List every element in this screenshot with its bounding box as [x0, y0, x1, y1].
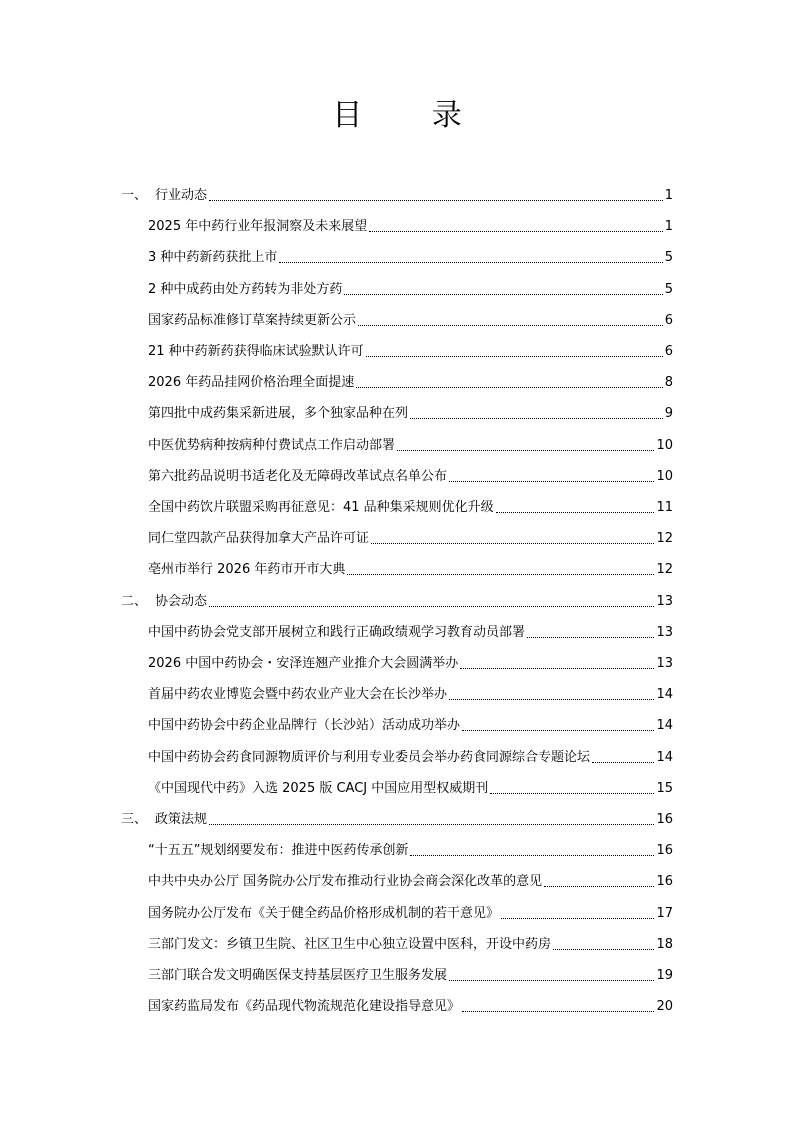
- toc-entry-title: 三部门联合发文明确医保支持基层医疗卫生服务发展: [148, 968, 448, 983]
- toc-leader-dots: [490, 793, 654, 794]
- toc-entry-title: 21 种中药新药获得临床试验默认许可: [148, 344, 364, 359]
- toc-page-number: 9: [664, 406, 673, 422]
- toc-page-number: 19: [656, 968, 673, 983]
- toc-page-number: 10: [656, 468, 673, 484]
- toc-leader-dots: [369, 231, 663, 232]
- toc-entry[interactable]: [148, 716, 673, 736]
- toc-page-number: 13: [656, 624, 673, 640]
- toc-page-number: 5: [664, 250, 673, 266]
- toc-leader-dots: [209, 606, 654, 607]
- toc-section-entry[interactable]: [121, 186, 673, 206]
- toc-leader-dots: [344, 294, 662, 295]
- toc-leader-dots: [462, 730, 654, 731]
- toc-entry[interactable]: [148, 404, 673, 424]
- toc-entry[interactable]: [148, 342, 673, 362]
- toc-entry[interactable]: [148, 248, 673, 268]
- toc-page-number: 13: [656, 656, 673, 671]
- toc-page-number: 17: [656, 905, 673, 921]
- toc-section-entry[interactable]: [121, 592, 673, 612]
- toc-entry[interactable]: [148, 529, 673, 549]
- toc-entry[interactable]: [148, 935, 673, 955]
- toc-entry-title: 2025 年中药行业年报洞察及未来展望: [148, 219, 368, 235]
- toc-entry-title: 第四批中成药集采新进展，多个独家品种在列: [148, 406, 409, 422]
- toc-entry[interactable]: [148, 311, 673, 331]
- toc-leader-dots: [397, 450, 654, 451]
- toc-leader-dots: [356, 387, 663, 388]
- toc-entry-title: 2 种中成药由处方药转为非处方药: [148, 281, 343, 297]
- toc-entry-title: 协会动态: [155, 593, 208, 609]
- toc-page-number: 11: [656, 500, 673, 515]
- toc-leader-dots: [449, 699, 654, 700]
- toc-entry-title: 行业动态: [155, 188, 208, 203]
- toc-leader-dots: [544, 886, 654, 887]
- toc-page-number: 20: [656, 999, 673, 1015]
- toc-entry-title: 中国中药协会中药企业品牌行（长沙站）活动成功举办: [148, 718, 461, 734]
- toc-page-number: 15: [656, 780, 673, 796]
- toc-entry-title: 第六批药品说明书适老化及无障碍改革试点名单公布: [148, 468, 448, 484]
- toc-leader-dots: [209, 200, 663, 201]
- toc-entry-title: 2026 年药品挂网价格治理全面提速: [148, 375, 355, 391]
- toc-leader-dots: [209, 824, 654, 825]
- toc-leader-dots: [366, 356, 663, 357]
- toc-page-number: 8: [664, 375, 673, 391]
- toc-entry-title: 3 种中药新药获批上市: [148, 250, 278, 266]
- toc-section-entry[interactable]: [121, 810, 673, 830]
- toc-section-number: 三、: [121, 812, 148, 827]
- toc-entry[interactable]: [148, 779, 673, 799]
- toc-entry-title: 三部门发文：乡镇卫生院、社区卫生中心独立设置中医科，开设中药房: [148, 936, 552, 952]
- toc-page-number: 13: [656, 593, 673, 609]
- toc-page-number: 5: [664, 281, 673, 297]
- toc-page-number: 6: [664, 312, 673, 328]
- toc-entry-title: 同仁堂四款产品获得加拿大产品许可证: [148, 531, 370, 547]
- toc-page-number: 12: [656, 531, 673, 547]
- toc-entry-title: 国务院办公厅发布《关于健全药品价格形成机制的若干意见》: [148, 905, 500, 921]
- toc-leader-dots: [410, 855, 654, 856]
- toc-leader-dots: [496, 512, 655, 513]
- toc-entry[interactable]: [148, 217, 673, 237]
- toc-entry[interactable]: [148, 654, 673, 674]
- toc-page-number: 6: [664, 344, 673, 359]
- toc-leader-dots: [449, 481, 654, 482]
- toc-entry[interactable]: [148, 436, 673, 456]
- toc-leader-dots: [553, 949, 654, 950]
- toc-page-number: 14: [656, 749, 673, 765]
- toc-entry-title: 2026 中国中药协会・安泽连翘产业推介大会圆满举办: [148, 656, 459, 671]
- toc-page-number: 14: [656, 687, 673, 703]
- toc-page-number: 14: [656, 718, 673, 734]
- toc-page-number: 12: [656, 562, 673, 578]
- toc-leader-dots: [371, 543, 654, 544]
- toc-page-number: 1: [664, 219, 673, 235]
- toc-entry[interactable]: [148, 904, 673, 924]
- toc-entry-title: 中医优势病种按病种付费试点工作启动部署: [148, 437, 396, 453]
- toc-entry-title: 全国中药饮片联盟采购再征意见：41 品种集采规则优化升级: [148, 500, 494, 515]
- toc-entry[interactable]: [148, 685, 673, 705]
- toc-page-number: 10: [656, 437, 673, 453]
- toc-leader-dots: [527, 637, 654, 638]
- toc-entry[interactable]: [148, 997, 673, 1017]
- toc-leader-dots: [592, 762, 654, 763]
- toc-entry-title: 亳州市举行 2026 年药市开市大典: [148, 562, 346, 578]
- toc-leader-dots: [410, 418, 663, 419]
- toc-page-number: 16: [656, 812, 673, 827]
- toc-entry-title: 国家药品标准修订草案持续更新公示: [148, 312, 357, 328]
- toc-entry[interactable]: [148, 373, 673, 393]
- toc-entry-title: “十五五”规划纲要发布：推进中医药传承创新: [148, 843, 409, 859]
- toc-entry[interactable]: [148, 872, 673, 892]
- toc-page-number: 1: [664, 188, 673, 203]
- toc-leader-dots: [279, 262, 662, 263]
- toc-leader-dots: [501, 918, 654, 919]
- toc-entry-title: 中共中央办公厅 国务院办公厅发布推动行业协会商会深化改革的意见: [148, 874, 543, 890]
- toc-entry-title: 国家药监局发布《药品现代物流规范化建设指导意见》: [148, 999, 461, 1015]
- toc-section-number: 二、: [121, 593, 148, 609]
- toc-entry[interactable]: [148, 841, 673, 861]
- toc-entry[interactable]: [148, 623, 673, 643]
- toc-entry[interactable]: [148, 280, 673, 300]
- toc-entry[interactable]: [148, 966, 673, 986]
- toc-leader-dots: [462, 1011, 654, 1012]
- toc-entry[interactable]: [148, 467, 673, 487]
- toc-leader-dots: [358, 325, 663, 326]
- toc-entry[interactable]: [148, 748, 673, 768]
- toc-entry-title: 中国中药协会党支部开展树立和践行正确政绩观学习教育动员部署: [148, 624, 526, 640]
- toc-entry-title: 《中国现代中药》入选 2025 版 CACJ 中国应用型权威期刊: [148, 780, 489, 796]
- toc-entry-title: 政策法规: [155, 812, 208, 827]
- toc-entry[interactable]: [148, 498, 673, 518]
- toc-entry-title: 首届中药农业博览会暨中药农业产业大会在长沙举办: [148, 687, 448, 703]
- page-title: 目 录: [332, 98, 492, 133]
- toc-leader-dots: [460, 668, 654, 669]
- toc-page-number: 16: [656, 874, 673, 890]
- toc-entry[interactable]: [148, 560, 673, 580]
- toc-page-number: 18: [656, 936, 673, 952]
- toc-leader-dots: [347, 574, 654, 575]
- toc-page-number: 16: [656, 843, 673, 859]
- toc-section-number: 一、: [121, 188, 148, 203]
- toc-leader-dots: [449, 980, 654, 981]
- toc-entry-title: 中国中药协会药食同源物质评价与利用专业委员会举办药食同源综合专题论坛: [148, 749, 591, 765]
